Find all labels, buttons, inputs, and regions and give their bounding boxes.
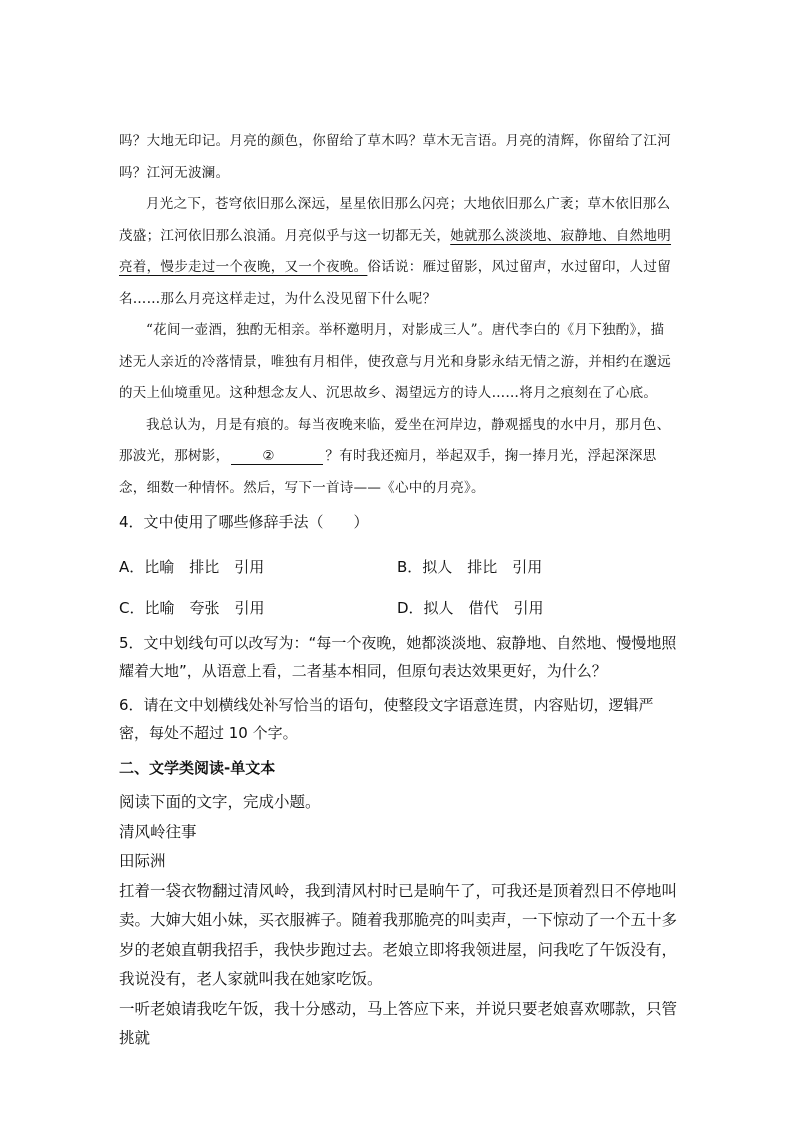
passage-p2-text-end: 俗话说：雁过留影，风过留声，水过留印，人过留名……那么月亮这样走过，为什么没见留下什么呢？ [119,259,672,307]
passage-paragraph-2 [119,189,675,315]
underlined-sentence: 她就那么淡淡地、寂静地、自然地明亮着，慢步走过一个夜晚，又一个夜晚。 [119,227,672,275]
fill-blank-2[interactable]: ② [231,448,323,465]
section-heading: 二、文学类阅读-单文本 [119,759,276,777]
story-paragraph-1: 扛着一袋衣物翻过清风岭，我到清风村时已是晌午了，可我还是顶着烈日不停地叫卖。大婶大姐小妹，买衣服裤子。随着我那脆亮的叫卖声，一下惊动了一个五十多岁的老娘直朝我招手，我快步跑过去。老娘立即将我领进屋，问我吃了午饭没有，我说没有，老人家就叫我在她家吃饭。 [119,881,678,988]
option-b[interactable]: B．拟人 排比 引用 [397,558,543,576]
question-6-text: 6．请在文中划横线处补写恰当的语句，使整段文字语意连贯，内容贴切，逻辑严密，每处不超过 10 个字。 [119,696,654,742]
story-title: 清风岭往事 [119,822,197,841]
passage-paragraph-3: “花间一壶酒，独酌无相亲。举杯邀明月，对影成三人”。唐代李白的《月下独酌》，描述无人亲近的冷落情景，唯独有月相伴，使孜意与月光和身影永结无情之游，并相约在邈远的天上仙境重见。这种想念友人、沉思故乡、渴望远方的诗人……将月之痕刻在了心底。 [119,322,671,401]
passage-p4-text: 我总认为，月是有痕的。每当夜晚来临，爱坐在河岸边，静观摇曳的水中月，那月色、那波光，那树影， [119,416,671,464]
passage-paragraph-1: 吗？大地无印记。月亮的颜色，你留给了草木吗？草木无言语。月亮的清辉，你留给了江河吗？江河无波澜。 [119,133,671,181]
story-author: 田际洲 [119,852,166,870]
question-5-text: 5．文中划线句可以改写为：“每一个夜晚，她都淡淡地、寂静地、自然地、慢慢地照耀着大地”，从语意上看，二者基本相同，但原句表达效果更好，为什么？ [119,634,677,680]
story-text [119,788,679,1054]
option-c[interactable]: C．比喻 夸张 引用 [119,599,265,617]
story-paragraph-2: 一听老娘请我吃午饭，我十分感动，马上答应下来，并说只要老娘喜欢哪款，只管挑就 [119,999,678,1047]
passage-p2-text: 月光之下，苍穹依旧那么深远，星星依旧那么闪亮；大地依旧那么广袤；草木依旧那么茂盛；江河依旧那么浪涌。月亮似乎与这一切都无关， [119,196,671,244]
question-4-stem: 4．文中使用了哪些修辞手法（ ） [119,513,369,531]
option-a[interactable]: A．比喻 排比 引用 [119,558,265,576]
passage-paragraph-4 [119,410,675,505]
question-4 [119,508,679,536]
option-d[interactable]: D．拟人 借代 引用 [397,599,544,617]
story-instruction: 阅读下面的文字，完成小题。 [119,793,321,811]
reading-passage [119,126,675,504]
question-6 [119,691,679,747]
question-5 [119,629,679,685]
passage-p4-text-end: ？有时我还痴月，举起双手，掬一捧月光，浮起深深思念，细数一种情怀。然后，写下一首诗——《心中的月亮》。 [119,448,657,496]
